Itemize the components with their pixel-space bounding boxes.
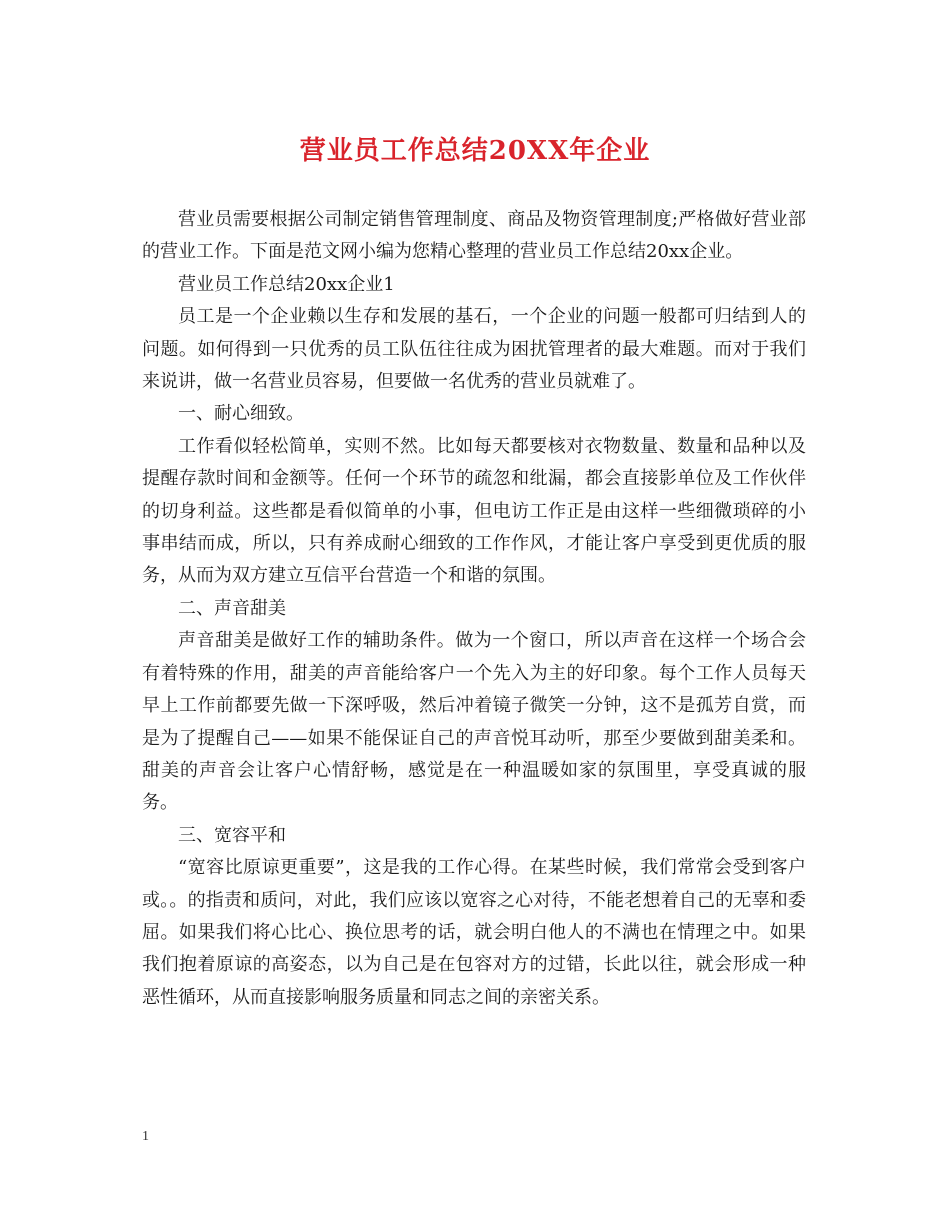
section-heading-patience: 一、耐心细致。 [178, 403, 304, 425]
page-number: 1 [142, 1129, 149, 1144]
section-heading-tolerance: 三、宽容平和 [178, 824, 286, 846]
section-heading-voice: 二、声音甜美 [178, 597, 286, 619]
paragraph-patience: 工作看似轻松简单，实则不然。比如每天都要核对衣物数量、数量和品种以及提醒存款时间和金额等。任何一个环节的疏忽和纰漏，都会直接影单位及工作伙伴的切身利益。这些都是看似简单的小事，但电访工作正是由这样一些细微琐碎的小事串结而成，所以，只有养成耐心细致的工作作风，才能让客户享受到更优质的服务，从而为双方建立互信平台营造一个和谐的氛围。 [142, 435, 806, 587]
document-title: 营业员工作总结20XX年企业 [299, 136, 651, 166]
paragraph-intro: 营业员需要根据公司制定销售管理制度、商品及物资管理制度;严格做好营业部的营业工作。下面是范文网小编为您精心整理的营业员工作总结20xx企业。 [142, 209, 806, 263]
paragraph-heading-1: 营业员工作总结20xx企业1 [178, 273, 395, 295]
paragraph-voice: 声音甜美是做好工作的辅助条件。做为一个窗口，所以声音在这样一个场合会有着特殊的作用，甜美的声音能给客户一个先入为主的好印象。每个工作人员每天早上工作前都要先做一下深呼吸，然后冲着镜子微笑一分钟，这不是孤芳自赏，而是为了提醒自己——如果不能保证自己的声音悦耳动听，那至少要做到甜美柔和。甜美的声音会让客户心情舒畅，感觉是在一种温暖如家的氛围里，享受真诚的服务。 [142, 630, 806, 814]
document-body [142, 204, 806, 1014]
paragraph-tolerance: “宽容比原谅更重要”，这是我的工作心得。在某些时候，我们常常会受到客户或。。的指责和质问，对此，我们应该以宽容之心对待，不能老想着自己的无辜和委屈。如果我们将心比心、换位思考的话，就会明白他人的不满也在情理之中。如果我们抱着原谅的高姿态，以为自己是在包容对方的过错，长此以往，就会形成一种恶性循环，从而直接影响服务质量和同志之间的亲密关系。 [142, 857, 806, 1008]
paragraph-employees: 员工是一个企业赖以生存和发展的基石，一个企业的问题一般都可归结到人的问题。如何得到一只优秀的员工队伍往往成为困扰管理者的最大难题。而对于我们来说讲，做一名营业员容易，但要做一名优秀的营业员就难了。 [142, 306, 806, 393]
